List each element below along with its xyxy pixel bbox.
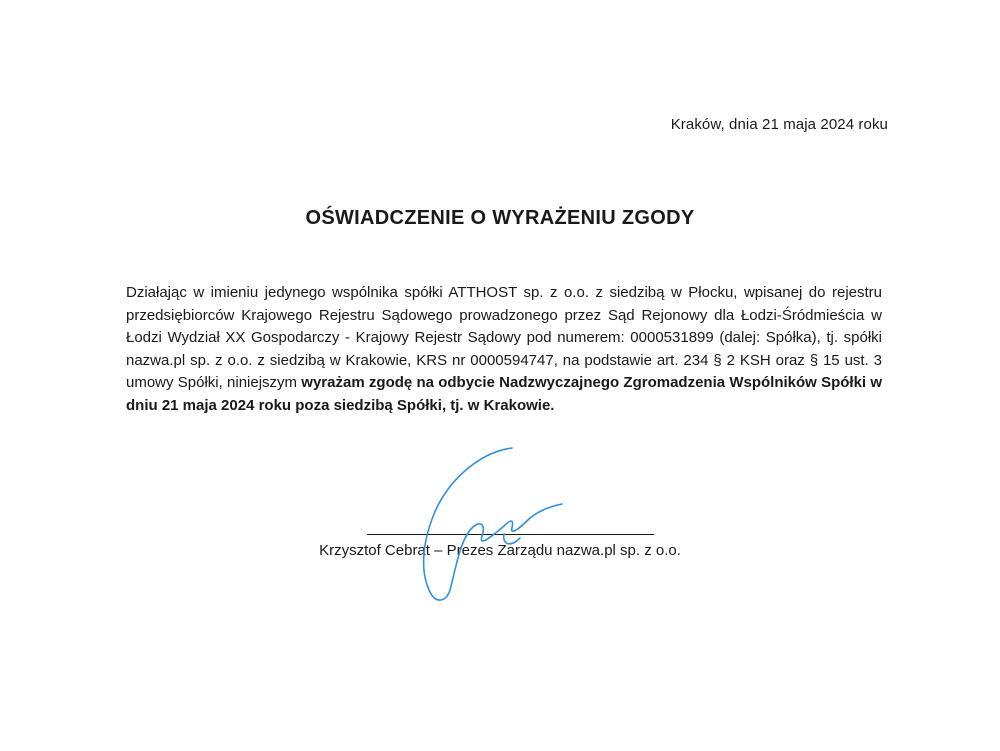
signer-name: Krzysztof Cebrat – Prezes Zarządu nazwa.pl sp. z o.o. bbox=[319, 542, 681, 559]
document-title: OŚWIADCZENIE O WYRAŻENIU ZGODY bbox=[305, 207, 695, 229]
body-text-regular: Działając w imieniu jedynego wspólnika spółki ATTHOST sp. z o.o. z siedzibą w Płocku, wpisanej do rejestru przedsiębiorców Krajowego Rejestru Sądowego prowadzonego przez Sąd Rejonowy dla Łodzi-Śródmieścia w Łodzi Wydział XX Gospodarczy - Krajowy Rejestr Sądowy pod numerem: 0000531899 (dalej: Spółka), tj. spółki nazwa.pl sp. z o.o. z siedzibą w Krakowie, KRS nr 0000594747, na podstawie art. 234 § 2 KSH oraz § 15 ust. 3 umowy Spółki, niniejszym bbox=[126, 284, 882, 392]
body-paragraph bbox=[126, 282, 882, 418]
handwritten-signature bbox=[400, 440, 600, 610]
body-text-bold: wyrażam zgodę na odbycie Nadzwyczajnego Zgromadzenia Wspólników Spółki w dniu 21 maja 2024 roku poza siedzibą Spółki, tj. w Krakowie. bbox=[126, 374, 883, 414]
date-line: Kraków, dnia 21 maja 2024 roku bbox=[670, 116, 888, 133]
signature-stroke bbox=[424, 448, 562, 600]
